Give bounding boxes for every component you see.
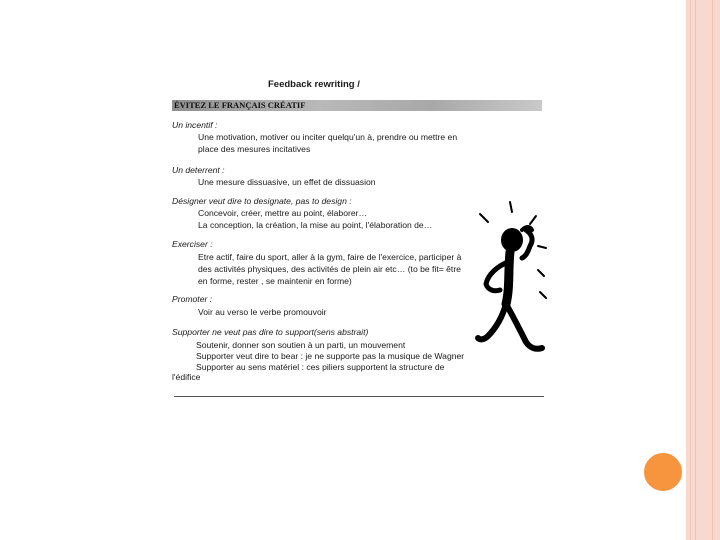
section-line: Une motivation, motiver ou inciter quelqu'un à, prendre ou mettre en [198,132,458,142]
decorative-orange-circle [641,450,685,494]
section-line: Voir au verso le verbe promouvoir [198,307,327,317]
banner-text: ÉVITEZ LE FRANÇAIS CRÉATIF [174,100,306,110]
section-heading: Supporter ne veut pas dire to support(sens abstrait) [172,327,369,337]
document-banner [172,100,542,111]
section-heading: Désigner veut dire to designate, pas to design : [172,196,352,206]
section-line: Soutenir, donner son soutien à un parti, un mouvement [196,340,406,350]
section-heading: Exerciser : [172,239,213,249]
section-line: place des mesures incitatives [198,144,311,154]
decorative-line [695,0,696,540]
section-line: des activités physiques, des activités de plein air etc… (to be fit= être [198,264,461,274]
decorative-line [690,0,691,540]
section-line: La conception, la création, la mise au point, l'élaboration de… [198,220,433,230]
section-heading: Promoter : [172,294,213,304]
thinking-stick-figure-icon [472,200,550,360]
section-line: en forme, rester , se maintenir en forme) [198,276,352,286]
decorative-side-band [686,0,720,540]
document-title: Feedback rewriting / [268,79,360,90]
section-line: Etre actif, faire du sport, aller à la gym, faire de l'exercice, participer à [198,252,462,262]
section-line: Supporter au sens matériel : ces piliers supportent la structure de [196,362,445,372]
bottom-rule [174,396,544,397]
section-heading: Un deterrent : [172,165,225,175]
section-line: Une mesure dissuasive, un effet de dissuasion [198,177,376,187]
section-line: Concevoir, créer, mettre au point, élaborer… [198,208,368,218]
section-line: Supporter veut dire to bear : je ne supporte pas la musique de Wagner [196,351,465,361]
decorative-line [712,0,713,540]
section-line: l'édifice [172,372,201,382]
section-heading: Un incentif : [172,120,218,130]
